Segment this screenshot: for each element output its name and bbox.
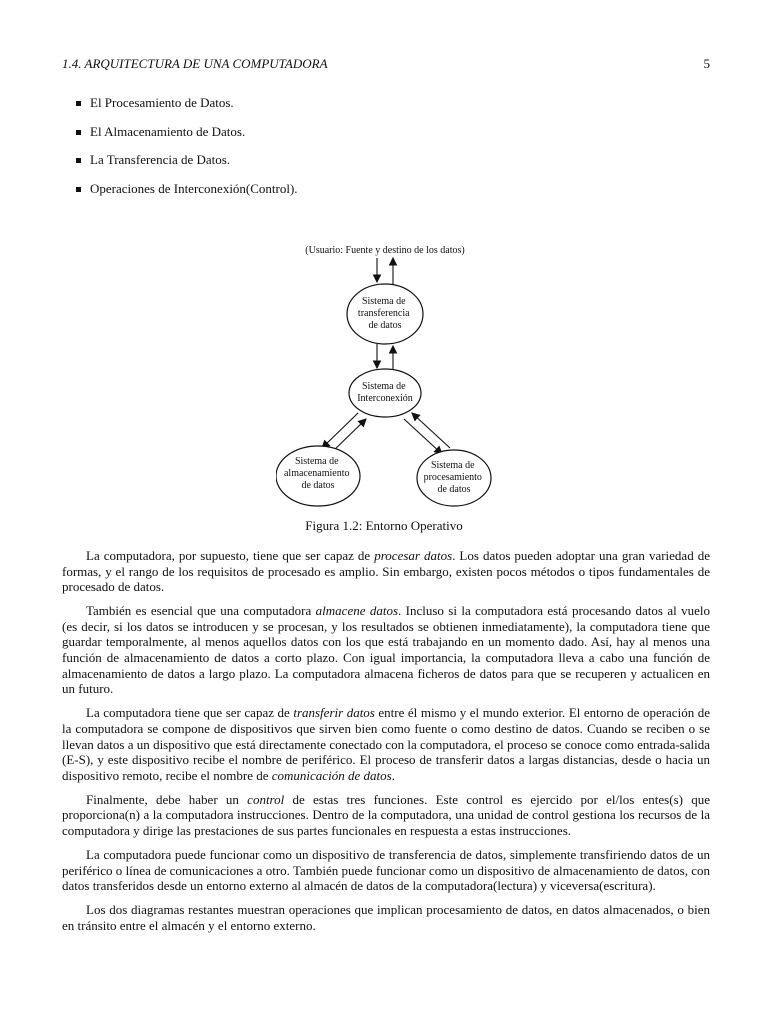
storage-node-label: Sistema de almacenamiento de datos [283,456,350,491]
paragraph: Finalmente, debe haber un control de estas tres funciones. Este control es ejercido por el/los entes(s) que proporciona(n) a la computadora instrucciones. Dentro de la computadora, una unidad de control gestiona los recursos de la computadora y dirige las prestaciones de sus partes funcionales en respuesta a estas instrucciones. [62,791,710,838]
list-item: El Procesamiento de Datos. [76,94,298,123]
transfer-node-label: Sistema de transferencia de datos [357,296,410,331]
arrow-processing-to-interconnect [412,413,450,448]
figure-caption: Figura 1.2: Entorno Operativo [305,518,463,533]
operating-environment-diagram [276,238,492,510]
processing-node-label: Sistema de procesamiento de datos [423,460,482,495]
paragraph: La computadora tiene que ser capaz de transferir datos entre él mismo y el mundo exterior. El entorno de operación de la computadora se compone de dispositivos que sirven bien como fuente o como destino de datos. Cuando se reciben o se llevan datos a un dispositivo que está directamente conectado con la computadora, el proceso se conoce como entrada-salida (E-S), y este dispositivo recibe el nombre de periférico. El proceso de transferir datos a largas distancias, desde o hacia un dispositivo remoto, recibe el nombre de comunicación de datos. [62,705,710,783]
paragraph: También es esencial que una computadora almacene datos. Incluso si la computadora está procesando datos al vuelo (es decir, si los datos se introducen y se procesan, y los resultados se obtienen inmediatamente), la computadora tiene que guardar temporalmente, al menos aquellos datos con los que está trabajando en un momento dado. Así, hay al menos una función de almacenamiento de datos a corto plazo. Con igual importancia, la computadora lleva a cabo una función de almacenamiento de datos a largo plazo. La computadora almacena ficheros de datos para que se recuperen y actualicen en un futuro. [62,603,710,697]
user-label: (Usuario: Fuente y destino de los datos) [305,245,465,256]
function-list [76,94,298,209]
page-number: 5 [703,56,710,71]
paragraph: La computadora puede funcionar como un dispositivo de transferencia de datos, simplemente transfiriendo datos de un periférico o línea de comunicaciones a otro. También puede funcionar como un dispositivo de almacenamiento de datos, con datos transferidos desde un entorno externo al almacén de datos de la computadora(lectura) y viceversa(escritura). [62,847,710,894]
list-item: Operaciones de Interconexión(Control). [76,180,298,209]
arrow-interconnect-to-processing [404,419,442,454]
paragraph: La computadora, por supuesto, tiene que ser capaz de procesar datos. Los datos pueden adoptar una gran variedad de formas, y el rango de los requisitos de procesado es amplio. Sin embargo, existen pocos métodos o tipos fundamentales de procesado de datos. [62,548,710,595]
list-item: La Transferencia de Datos. [76,151,298,180]
paragraph: Los dos diagramas restantes muestran operaciones que implican procesamiento de datos, en datos almacenados, o bien en tránsito entre el almacén y el entorno externo. [62,902,710,933]
section-title: 1.4. ARQUITECTURA DE UNA COMPUTADORA [62,56,328,71]
running-header [62,56,710,72]
interconnect-node-label: Sistema de Interconexión [357,381,413,404]
body-text [62,548,710,942]
list-item: El Almacenamiento de Datos. [76,123,298,152]
arrow-interconnect-to-storage [322,413,358,448]
